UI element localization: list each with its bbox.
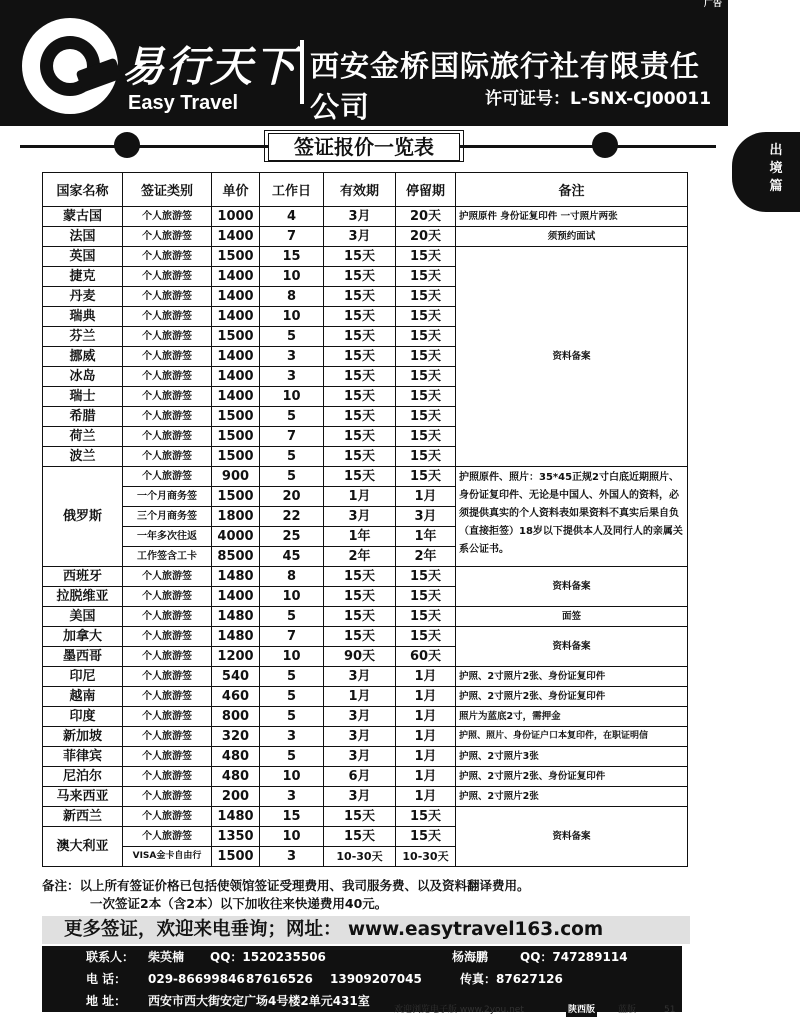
stay-cell: 15天 xyxy=(396,587,456,607)
visa-type-cell: 个人旅游签 xyxy=(123,687,212,707)
price-cell: 460 xyxy=(212,687,260,707)
price-cell: 1500 xyxy=(212,487,260,507)
note-cell: 资料备案 xyxy=(456,567,688,607)
price-cell: 1500 xyxy=(212,247,260,267)
visa-type-cell: 个人旅游签 xyxy=(123,747,212,767)
note-cell: 护照、2寸照片2张、身份证复印件 xyxy=(456,767,688,787)
validity-cell: 3月 xyxy=(324,667,396,687)
stay-cell: 1月 xyxy=(396,667,456,687)
country-cell: 蒙古国 xyxy=(43,207,123,227)
country-cell: 印度 xyxy=(43,707,123,727)
stay-cell: 1年 xyxy=(396,527,456,547)
validity-cell: 1月 xyxy=(324,687,396,707)
price-cell: 4000 xyxy=(212,527,260,547)
visa-type-cell: 个人旅游签 xyxy=(123,767,212,787)
column-header: 备注 xyxy=(456,173,688,207)
page-number: 51 xyxy=(664,1005,676,1015)
price-cell: 1480 xyxy=(212,567,260,587)
workdays-cell: 7 xyxy=(260,427,324,447)
price-cell: 1500 xyxy=(212,407,260,427)
contact-qq: QQ：747289114 xyxy=(520,950,628,964)
stay-cell: 15天 xyxy=(396,627,456,647)
note-cell: 须预约面试 xyxy=(456,227,688,247)
workdays-cell: 10 xyxy=(260,307,324,327)
price-cell: 480 xyxy=(212,767,260,787)
workdays-cell: 3 xyxy=(260,347,324,367)
country-cell: 荷兰 xyxy=(43,427,123,447)
visa-type-cell: 个人旅游签 xyxy=(123,627,212,647)
note-cell: 护照、2寸照片2张 xyxy=(456,787,688,807)
column-header: 有效期 xyxy=(324,173,396,207)
stay-cell: 1月 xyxy=(396,687,456,707)
note-cell: 面签 xyxy=(456,607,688,627)
note-cell: 护照、2寸照片3张 xyxy=(456,747,688,767)
note-cell: 资料备案 xyxy=(456,807,688,867)
workdays-cell: 25 xyxy=(260,527,324,547)
workdays-cell: 15 xyxy=(260,247,324,267)
stay-cell: 15天 xyxy=(396,347,456,367)
contact-box xyxy=(42,946,682,1012)
stay-cell: 15天 xyxy=(396,447,456,467)
visa-type-cell: 个人旅游签 xyxy=(123,607,212,627)
contact-person: 杨海鹏 xyxy=(452,950,489,964)
visa-type-cell: 个人旅游签 xyxy=(123,567,212,587)
country-cell: 新加坡 xyxy=(43,727,123,747)
workdays-cell: 3 xyxy=(260,787,324,807)
price-cell: 1400 xyxy=(212,347,260,367)
brand-name-en: Easy Travel xyxy=(128,92,239,114)
stay-cell: 15天 xyxy=(396,387,456,407)
visa-type-cell: 个人旅游签 xyxy=(123,347,212,367)
stay-cell: 15天 xyxy=(396,567,456,587)
section-tab-char: 篇 xyxy=(769,179,783,194)
validity-cell: 1月 xyxy=(324,487,396,507)
visa-type-cell: 个人旅游签 xyxy=(123,827,212,847)
visa-type-cell: 个人旅游签 xyxy=(123,467,212,487)
stay-cell: 15天 xyxy=(396,407,456,427)
visa-type-cell: 个人旅游签 xyxy=(123,307,212,327)
note-cell: 护照原件、照片：35*45正规2寸白底近期照片、身份证复印件、无论是中国人、外国人的资料，必须提供真实的个人资料表如果资料不真实后果自负（直接拒签）18岁以下提供本人及同行人的亲属关系公证书。 xyxy=(456,467,688,567)
footnote xyxy=(42,877,722,913)
country-cell: 丹麦 xyxy=(43,287,123,307)
table-header-row xyxy=(43,173,688,207)
price-cell: 1500 xyxy=(212,847,260,867)
section-tab-char: 出 xyxy=(769,143,783,158)
visa-type-cell: 个人旅游签 xyxy=(123,447,212,467)
site-credit: 欢迎浏览电子版 www.2you.net xyxy=(394,1005,524,1015)
workdays-cell: 22 xyxy=(260,507,324,527)
stay-cell: 1月 xyxy=(396,707,456,727)
visa-type-cell: 个人旅游签 xyxy=(123,667,212,687)
workdays-cell: 5 xyxy=(260,707,324,727)
page-title: 签证报价一览表 xyxy=(268,133,460,161)
note-cell: 护照原件 身份证复印件 一寸照片两张 xyxy=(456,207,688,227)
visa-type-cell: 个人旅游签 xyxy=(123,807,212,827)
table-row xyxy=(43,707,688,727)
stay-cell: 15天 xyxy=(396,287,456,307)
table-row xyxy=(43,607,688,627)
country-cell: 瑞典 xyxy=(43,307,123,327)
note-cell: 资料备案 xyxy=(456,247,688,467)
validity-cell: 15天 xyxy=(324,567,396,587)
stay-cell: 15天 xyxy=(396,367,456,387)
workdays-cell: 8 xyxy=(260,567,324,587)
header-banner xyxy=(0,0,728,126)
visa-type-cell: 个人旅游签 xyxy=(123,427,212,447)
ornament-dot-icon xyxy=(114,132,140,158)
validity-cell: 3月 xyxy=(324,707,396,727)
section-label: 蓝版 xyxy=(618,1005,637,1015)
country-cell: 法国 xyxy=(43,227,123,247)
contact-person: 柴英楠 xyxy=(148,950,185,964)
address-label: 地 址： xyxy=(86,994,127,1008)
page-info xyxy=(394,1004,694,1017)
address-text: 西安市西大街安定广场4号楼2单元431室 xyxy=(148,994,370,1008)
phone-number: 87616526 xyxy=(246,972,313,986)
validity-cell: 15天 xyxy=(324,347,396,367)
validity-cell: 3月 xyxy=(324,227,396,247)
country-cell: 瑞士 xyxy=(43,387,123,407)
stay-cell: 20天 xyxy=(396,227,456,247)
price-cell: 480 xyxy=(212,747,260,767)
visa-type-cell: 个人旅游签 xyxy=(123,327,212,347)
validity-cell: 15天 xyxy=(324,307,396,327)
country-cell: 英国 xyxy=(43,247,123,267)
stay-cell: 15天 xyxy=(396,467,456,487)
price-cell: 1000 xyxy=(212,207,260,227)
price-cell: 1480 xyxy=(212,607,260,627)
contact-qq: QQ：1520235506 xyxy=(210,950,326,964)
validity-cell: 3月 xyxy=(324,507,396,527)
section-tab xyxy=(732,132,800,212)
validity-cell: 15天 xyxy=(324,327,396,347)
workdays-cell: 45 xyxy=(260,547,324,567)
table-row xyxy=(43,247,688,267)
price-cell: 1400 xyxy=(212,367,260,387)
stay-cell: 15天 xyxy=(396,327,456,347)
visa-type-cell: 工作签含工卡 xyxy=(123,547,212,567)
stay-cell: 15天 xyxy=(396,267,456,287)
note-cell: 护照、2寸照片2张、身份证复印件 xyxy=(456,667,688,687)
workdays-cell: 5 xyxy=(260,607,324,627)
note-cell: 护照、2寸照片2张、身份证复印件 xyxy=(456,687,688,707)
validity-cell: 15天 xyxy=(324,367,396,387)
stay-cell: 15天 xyxy=(396,427,456,447)
price-cell: 1500 xyxy=(212,427,260,447)
stay-cell: 1月 xyxy=(396,747,456,767)
workdays-cell: 3 xyxy=(260,847,324,867)
phone-number: 029-86699846 xyxy=(148,972,245,986)
table-row xyxy=(43,567,688,587)
country-cell: 挪威 xyxy=(43,347,123,367)
country-cell: 墨西哥 xyxy=(43,647,123,667)
table-row xyxy=(43,667,688,687)
validity-cell: 2年 xyxy=(324,547,396,567)
stay-cell: 15天 xyxy=(396,307,456,327)
price-cell: 8500 xyxy=(212,547,260,567)
country-cell: 印尼 xyxy=(43,667,123,687)
fax-number: 传真：87627126 xyxy=(460,972,563,986)
visa-type-cell: 个人旅游签 xyxy=(123,207,212,227)
license-number: 许可证号：L-SNX-CJ00011 xyxy=(485,89,712,109)
workdays-cell: 5 xyxy=(260,687,324,707)
visa-type-cell: 个人旅游签 xyxy=(123,367,212,387)
price-cell: 900 xyxy=(212,467,260,487)
validity-cell: 1年 xyxy=(324,527,396,547)
title-bar xyxy=(20,131,716,161)
validity-cell: 15天 xyxy=(324,587,396,607)
workdays-cell: 10 xyxy=(260,267,324,287)
workdays-cell: 5 xyxy=(260,447,324,467)
price-cell: 320 xyxy=(212,727,260,747)
table-row xyxy=(43,767,688,787)
ornament-dot-icon xyxy=(592,132,618,158)
table-row xyxy=(43,787,688,807)
footnote-line: 备注：以上所有签证价格已包括使领馆签证受理费用、我司服务费、以及资料翻译费用。 xyxy=(42,878,530,893)
price-cell: 1500 xyxy=(212,447,260,467)
stay-cell: 10-30天 xyxy=(396,847,456,867)
visa-type-cell: 个人旅游签 xyxy=(123,707,212,727)
column-header: 单价 xyxy=(212,173,260,207)
visa-type-cell: 一年多次往返 xyxy=(123,527,212,547)
note-cell: 照片为蓝底2寸，需押金 xyxy=(456,707,688,727)
workdays-cell: 10 xyxy=(260,387,324,407)
country-cell: 希腊 xyxy=(43,407,123,427)
stay-cell: 15天 xyxy=(396,607,456,627)
country-cell: 菲律宾 xyxy=(43,747,123,767)
price-cell: 200 xyxy=(212,787,260,807)
brand-name-cn: 易行天下 xyxy=(122,42,299,91)
note-cell: 护照、照片、身份证户口本复印件，在职证明信 xyxy=(456,727,688,747)
validity-cell: 15天 xyxy=(324,467,396,487)
validity-cell: 15天 xyxy=(324,407,396,427)
stay-cell: 15天 xyxy=(396,827,456,847)
visa-type-cell: 个人旅游签 xyxy=(123,407,212,427)
price-cell: 1400 xyxy=(212,587,260,607)
company-name: 西安金桥国际旅行社有限责任公司 xyxy=(310,49,701,124)
visa-type-cell: 个人旅游签 xyxy=(123,247,212,267)
visa-type-cell: 一个月商务签 xyxy=(123,487,212,507)
workdays-cell: 3 xyxy=(260,367,324,387)
stay-cell: 1月 xyxy=(396,727,456,747)
validity-cell: 15天 xyxy=(324,247,396,267)
stay-cell: 3月 xyxy=(396,507,456,527)
brand-divider xyxy=(300,40,304,104)
workdays-cell: 10 xyxy=(260,827,324,847)
validity-cell: 15天 xyxy=(324,807,396,827)
validity-cell: 10-30天 xyxy=(324,847,396,867)
edition-badge: 陕西版 xyxy=(568,1005,596,1015)
price-cell: 1480 xyxy=(212,807,260,827)
country-cell: 波兰 xyxy=(43,447,123,467)
column-header: 停留期 xyxy=(396,173,456,207)
ad-tag: 广告 xyxy=(704,0,723,9)
validity-cell: 15天 xyxy=(324,287,396,307)
visa-type-cell: 三个月商务签 xyxy=(123,507,212,527)
column-header: 工作日 xyxy=(260,173,324,207)
note-cell: 资料备案 xyxy=(456,627,688,667)
workdays-cell: 4 xyxy=(260,207,324,227)
workdays-cell: 10 xyxy=(260,587,324,607)
section-tab-char: 境 xyxy=(769,161,783,176)
workdays-cell: 5 xyxy=(260,667,324,687)
validity-cell: 90天 xyxy=(324,647,396,667)
validity-cell: 3月 xyxy=(324,727,396,747)
country-cell: 新西兰 xyxy=(43,807,123,827)
stay-cell: 60天 xyxy=(396,647,456,667)
logo-icon xyxy=(22,18,118,114)
validity-cell: 3月 xyxy=(324,787,396,807)
country-cell: 拉脱维亚 xyxy=(43,587,123,607)
stay-cell: 15天 xyxy=(396,247,456,267)
visa-type-cell: 个人旅游签 xyxy=(123,227,212,247)
stay-cell: 20天 xyxy=(396,207,456,227)
stay-cell: 15天 xyxy=(396,807,456,827)
price-cell: 1400 xyxy=(212,387,260,407)
price-cell: 1400 xyxy=(212,287,260,307)
table-row xyxy=(43,227,688,247)
visa-type-cell: 个人旅游签 xyxy=(123,647,212,667)
visa-type-cell: 个人旅游签 xyxy=(123,387,212,407)
workdays-cell: 5 xyxy=(260,467,324,487)
country-cell: 马来西亚 xyxy=(43,787,123,807)
price-cell: 1400 xyxy=(212,227,260,247)
validity-cell: 3月 xyxy=(324,207,396,227)
validity-cell: 15天 xyxy=(324,827,396,847)
validity-cell: 15天 xyxy=(324,627,396,647)
country-cell: 俄罗斯 xyxy=(43,467,123,567)
more-visa-banner: 更多签证，欢迎来电垂询；网址： www.easytravel163.com xyxy=(42,916,690,944)
price-cell: 1400 xyxy=(212,267,260,287)
validity-cell: 15天 xyxy=(324,607,396,627)
contacts-label: 联系人： xyxy=(86,950,135,964)
validity-cell: 15天 xyxy=(324,267,396,287)
price-cell: 1400 xyxy=(212,307,260,327)
validity-cell: 15天 xyxy=(324,427,396,447)
validity-cell: 15天 xyxy=(324,387,396,407)
stay-cell: 1月 xyxy=(396,487,456,507)
table-row xyxy=(43,627,688,647)
visa-type-cell: 个人旅游签 xyxy=(123,587,212,607)
price-cell: 800 xyxy=(212,707,260,727)
country-cell: 西班牙 xyxy=(43,567,123,587)
country-cell: 澳大利亚 xyxy=(43,827,123,867)
price-cell: 1480 xyxy=(212,627,260,647)
price-cell: 1500 xyxy=(212,327,260,347)
workdays-cell: 15 xyxy=(260,807,324,827)
table-row xyxy=(43,747,688,767)
phone-number: 13909207045 xyxy=(330,972,422,986)
workdays-cell: 5 xyxy=(260,407,324,427)
price-cell: 1800 xyxy=(212,507,260,527)
workdays-cell: 5 xyxy=(260,327,324,347)
column-header: 国家名称 xyxy=(43,173,123,207)
workdays-cell: 5 xyxy=(260,747,324,767)
validity-cell: 15天 xyxy=(324,447,396,467)
visa-type-cell: 个人旅游签 xyxy=(123,727,212,747)
country-cell: 冰岛 xyxy=(43,367,123,387)
workdays-cell: 3 xyxy=(260,727,324,747)
table-row xyxy=(43,207,688,227)
country-cell: 捷克 xyxy=(43,267,123,287)
workdays-cell: 8 xyxy=(260,287,324,307)
visa-type-cell: 个人旅游签 xyxy=(123,287,212,307)
stay-cell: 1月 xyxy=(396,767,456,787)
footnote-line: 一次签证2本（含2本）以下加收往来快递费用40元。 xyxy=(90,896,388,911)
workdays-cell: 10 xyxy=(260,767,324,787)
workdays-cell: 20 xyxy=(260,487,324,507)
country-cell: 芬兰 xyxy=(43,327,123,347)
validity-cell: 6月 xyxy=(324,767,396,787)
table-row xyxy=(43,727,688,747)
table-row xyxy=(43,807,688,827)
visa-type-cell: 个人旅游签 xyxy=(123,787,212,807)
price-cell: 1200 xyxy=(212,647,260,667)
table-row xyxy=(43,687,688,707)
column-header: 签证类别 xyxy=(123,173,212,207)
country-cell: 越南 xyxy=(43,687,123,707)
country-cell: 加拿大 xyxy=(43,627,123,647)
workdays-cell: 10 xyxy=(260,647,324,667)
workdays-cell: 7 xyxy=(260,227,324,247)
validity-cell: 3月 xyxy=(324,747,396,767)
country-cell: 尼泊尔 xyxy=(43,767,123,787)
phone-label: 电 话： xyxy=(86,972,127,986)
stay-cell: 2年 xyxy=(396,547,456,567)
visa-price-table xyxy=(42,172,688,867)
price-cell: 540 xyxy=(212,667,260,687)
stay-cell: 1月 xyxy=(396,787,456,807)
table-row xyxy=(43,467,688,487)
visa-type-cell: VISA金卡自由行 xyxy=(123,847,212,867)
visa-type-cell: 个人旅游签 xyxy=(123,267,212,287)
price-cell: 1350 xyxy=(212,827,260,847)
workdays-cell: 7 xyxy=(260,627,324,647)
country-cell: 美国 xyxy=(43,607,123,627)
